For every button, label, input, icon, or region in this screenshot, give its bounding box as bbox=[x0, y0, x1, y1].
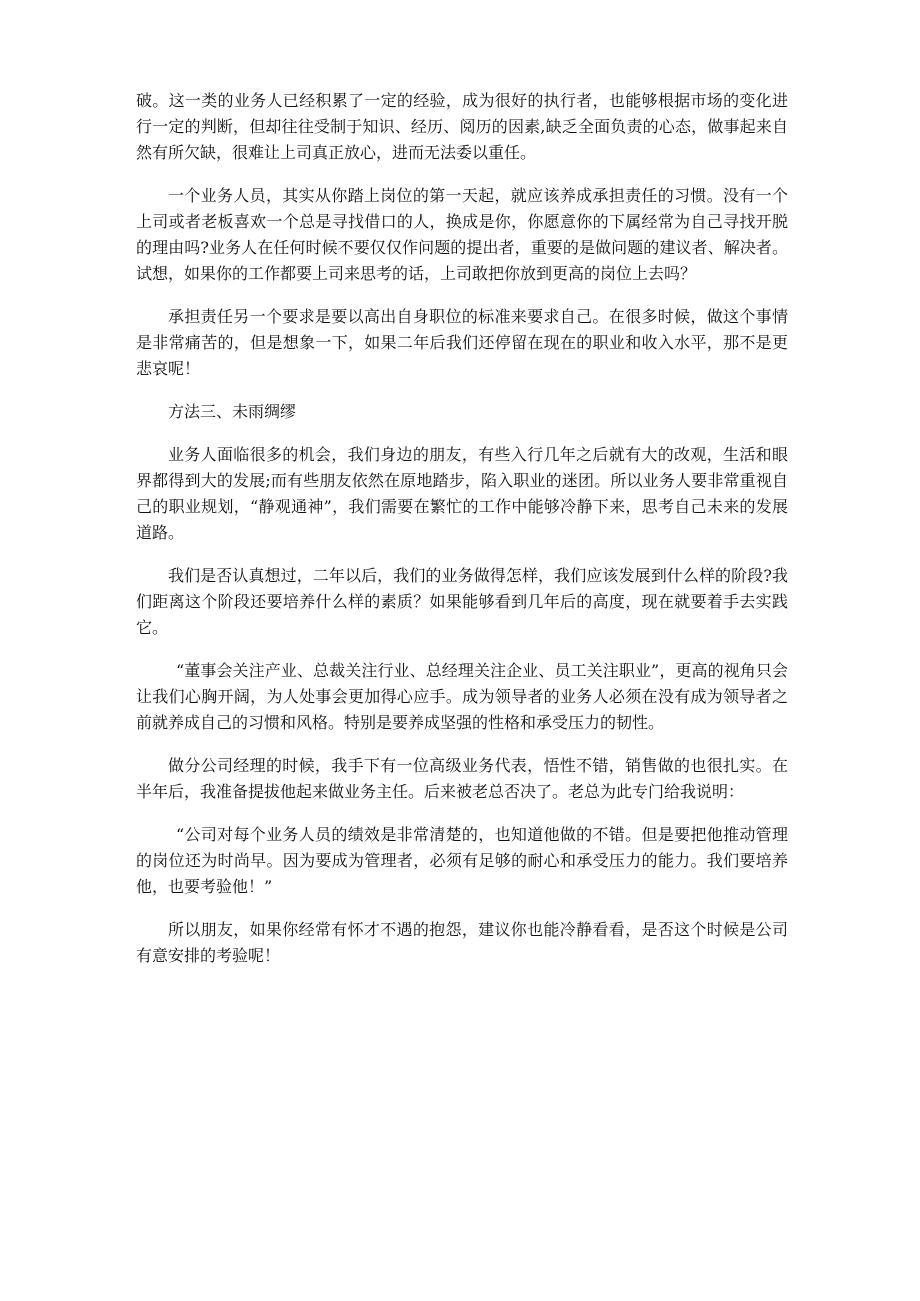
paragraph-continuation: 破。这一类的业务人已经积累了一定的经验，成为很好的执行者，也能够根据市场的变化进行一定的判断，但却往往受制于知识、经历、阅历的因素,缺乏全面负责的心态，做事起来自然有所欠缺，很难让上司真正放心，进而无法委以重任。 bbox=[136, 91, 788, 162]
paragraph-perspective: “董事会关注产业、总裁关注行业、总经理关注企业、员工关注职业”，更高的视角只会让我们心胸开阔，为人处事会更加得心应手。成为领导者的业务人必须在没有成为领导者之前就养成自己的习惯和风格。特别是要养成坚强的性格和承受压力的韧性。 bbox=[136, 661, 788, 732]
paragraph-branch-manager: 做分公司经理的时候，我手下有一位高级业务代表，悟性不错，销售做的也很扎实。在半年后，我准备提拔他起来做业务主任。后来被老总否决了。老总为此专门给我说明： bbox=[136, 756, 788, 801]
paragraph-two-years: 我们是否认真想过，二年以后，我们的业务做得怎样，我们应该发展到什么样的阶段?我们距离这个阶段还要培养什么样的素质？如果能够看到几年后的高度，现在就要着手去实践它。 bbox=[136, 566, 788, 637]
paragraph-career-planning: 业务人面临很多的机会，我们身边的朋友，有些入行几年之后就有大的改观，生活和眼界都得到大的发展;而有些朋友依然在原地踏步，陷入职业的迷团。所以业务人要非常重视自己的职业规划，“静观通神”，我们需要在繁忙的工作中能够冷静下来，思考自己未来的发展道路。 bbox=[136, 445, 788, 542]
paragraph-responsibility: 一个业务人员，其实从你踏上岗位的第一天起，就应该养成承担责任的习惯。没有一个上司或者老板喜欢一个总是寻找借口的人，换成是你，你愿意你的下属经常为自己寻找开脱的理由吗?业务人在任何时候不要仅仅作问题的提出者，重要的是做问题的建议者、解决者。试想，如果你的工作都要上司来思考的话，上司敢把你放到更高的岗位上去吗？ bbox=[136, 186, 788, 283]
paragraph-conclusion: 所以朋友，如果你经常有怀才不遇的抱怨，建议你也能冷静看看，是否这个时候是公司有意安排的考验呢！ bbox=[136, 920, 788, 965]
paragraph-boss-quote: “公司对每个业务人员的绩效是非常清楚的，也知道他做的不错。但是要把他推动管理的岗位还为时尚早。因为要成为管理者，必须有足够的耐心和承受压力的能力。我们要培养他，也要考验他！” bbox=[136, 825, 788, 896]
section-heading-method-three: 方法三、未雨绸缪 bbox=[168, 402, 297, 421]
paragraph-higher-standard: 承担责任另一个要求是要以高出自身职位的标准来要求自己。在很多时候，做这个事情是非常痛苦的，但是想象一下，如果二年后我们还停留在现在的职业和收入水平，那不是更悲哀呢！ bbox=[136, 307, 788, 378]
document-body bbox=[136, 88, 788, 986]
